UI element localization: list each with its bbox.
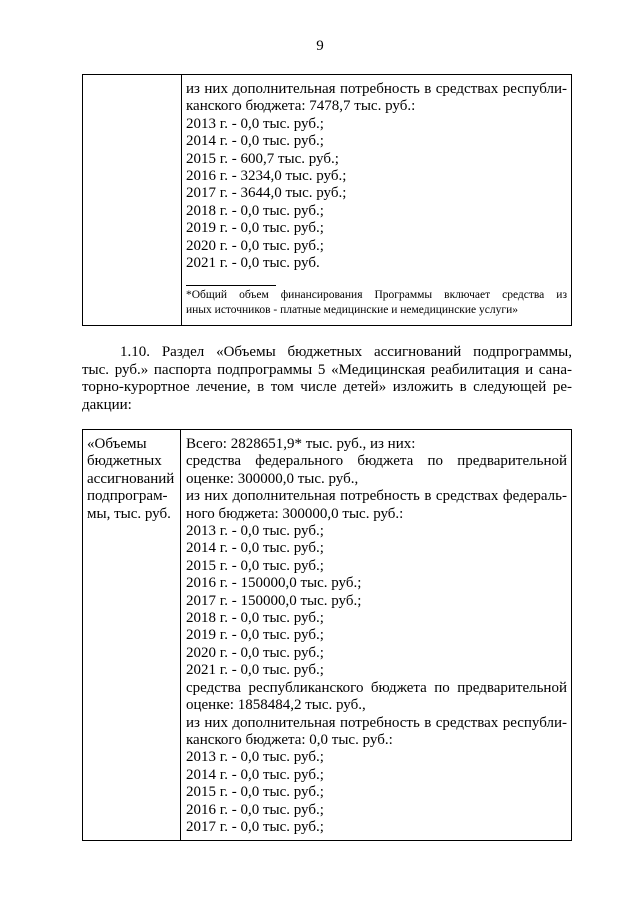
table-line: средства республиканского бюджета по предварительной [186,679,567,696]
table-line: 2014 г. - 0,0 тыс. руб.; [186,540,324,557]
table-line: 2017 г. - 3644,0 тыс. руб.; [186,185,347,202]
footnote-line: *Общий объем финансирования Программы включает средства из [186,289,567,302]
table-line: 2021 г. - 0,0 тыс. руб. [186,255,320,272]
table-line: 2016 г. - 0,0 тыс. руб.; [186,801,324,818]
amendment-paragraph [82,344,572,414]
table-line: 2013 г. - 0,0 тыс. руб.; [186,523,324,540]
table-line: из них дополнительная потребность в средствах республи- [186,81,567,97]
table-line: канского бюджета: 0,0 тыс. руб.: [186,731,393,748]
table-line: 2014 г. - 0,0 тыс. руб.; [186,766,324,783]
table-line: 2013 г. - 0,0 тыс. руб.; [186,115,324,132]
paragraph-line: торно-курортное лечение, в том числе детей» изложить в следующей ре- [82,379,572,395]
table-label-cell [83,430,181,840]
label-line: подпрограм- [87,488,168,505]
label-line: «Объемы [87,436,147,452]
footnote-line: иных источников - платные медицинские и немедицинские услуги» [186,304,518,317]
budget-table-continued [82,74,572,326]
table-line: Всего: 2828651,9* тыс. руб., из них: [186,436,416,452]
paragraph-line: 1.10. Раздел «Объемы бюджетных ассигнований подпрограммы, [120,344,572,360]
paragraph-line: дакции: [82,396,132,413]
budget-table-new [82,429,572,841]
table-line: 2015 г. - 600,7 тыс. руб.; [186,150,339,167]
table-line: 2021 г. - 0,0 тыс. руб.; [186,662,324,679]
label-line: бюджетных [87,453,162,470]
table-line: оценке: 300000,0 тыс. руб., [186,470,359,487]
table-line: канского бюджета: 7478,7 тыс. руб.: [186,98,416,115]
table-line: 2018 г. - 0,0 тыс. руб.; [186,610,324,627]
table-line: оценке: 1858484,2 тыс. руб., [186,697,366,714]
table-line: ного бюджета: 300000,0 тыс. руб.: [186,505,404,522]
table-value-cell [182,75,571,325]
table-line: средства федерального бюджета по предварительной [186,453,567,470]
table-line: 2017 г. - 150000,0 тыс. руб.; [186,592,362,609]
page-number: 9 [316,38,324,54]
table-line: 2015 г. - 0,0 тыс. руб.; [186,557,324,574]
table-line: 2020 г. - 0,0 тыс. руб.; [186,237,324,254]
label-line: ассигнований [87,470,175,487]
table-line: из них дополнительная потребность в средствах федераль- [186,488,567,505]
table-line: 2013 г. - 0,0 тыс. руб.; [186,749,324,766]
table-line: 2017 г. - 0,0 тыс. руб.; [186,818,324,835]
table-line: 2016 г. - 150000,0 тыс. руб.; [186,575,362,592]
table-line: 2020 г. - 0,0 тыс. руб.; [186,644,324,661]
table-label-cell [83,75,182,325]
table-line: 2019 г. - 0,0 тыс. руб.; [186,220,324,237]
paragraph-line: тыс. руб.» паспорта подпрограммы 5 «Медицинская реабилитация и сана- [82,361,572,378]
label-line: мы, тыс. руб. [87,505,171,522]
footnote-divider [186,285,276,286]
table-line: 2016 г. - 3234,0 тыс. руб.; [186,168,347,185]
table-line: 2015 г. - 0,0 тыс. руб.; [186,784,324,801]
table-line: 2019 г. - 0,0 тыс. руб.; [186,627,324,644]
table-line: 2018 г. - 0,0 тыс. руб.; [186,202,324,219]
table-value-cell [182,430,571,840]
table-line: из них дополнительная потребность в средствах республи- [186,714,567,731]
table-line: 2014 г. - 0,0 тыс. руб.; [186,133,324,150]
